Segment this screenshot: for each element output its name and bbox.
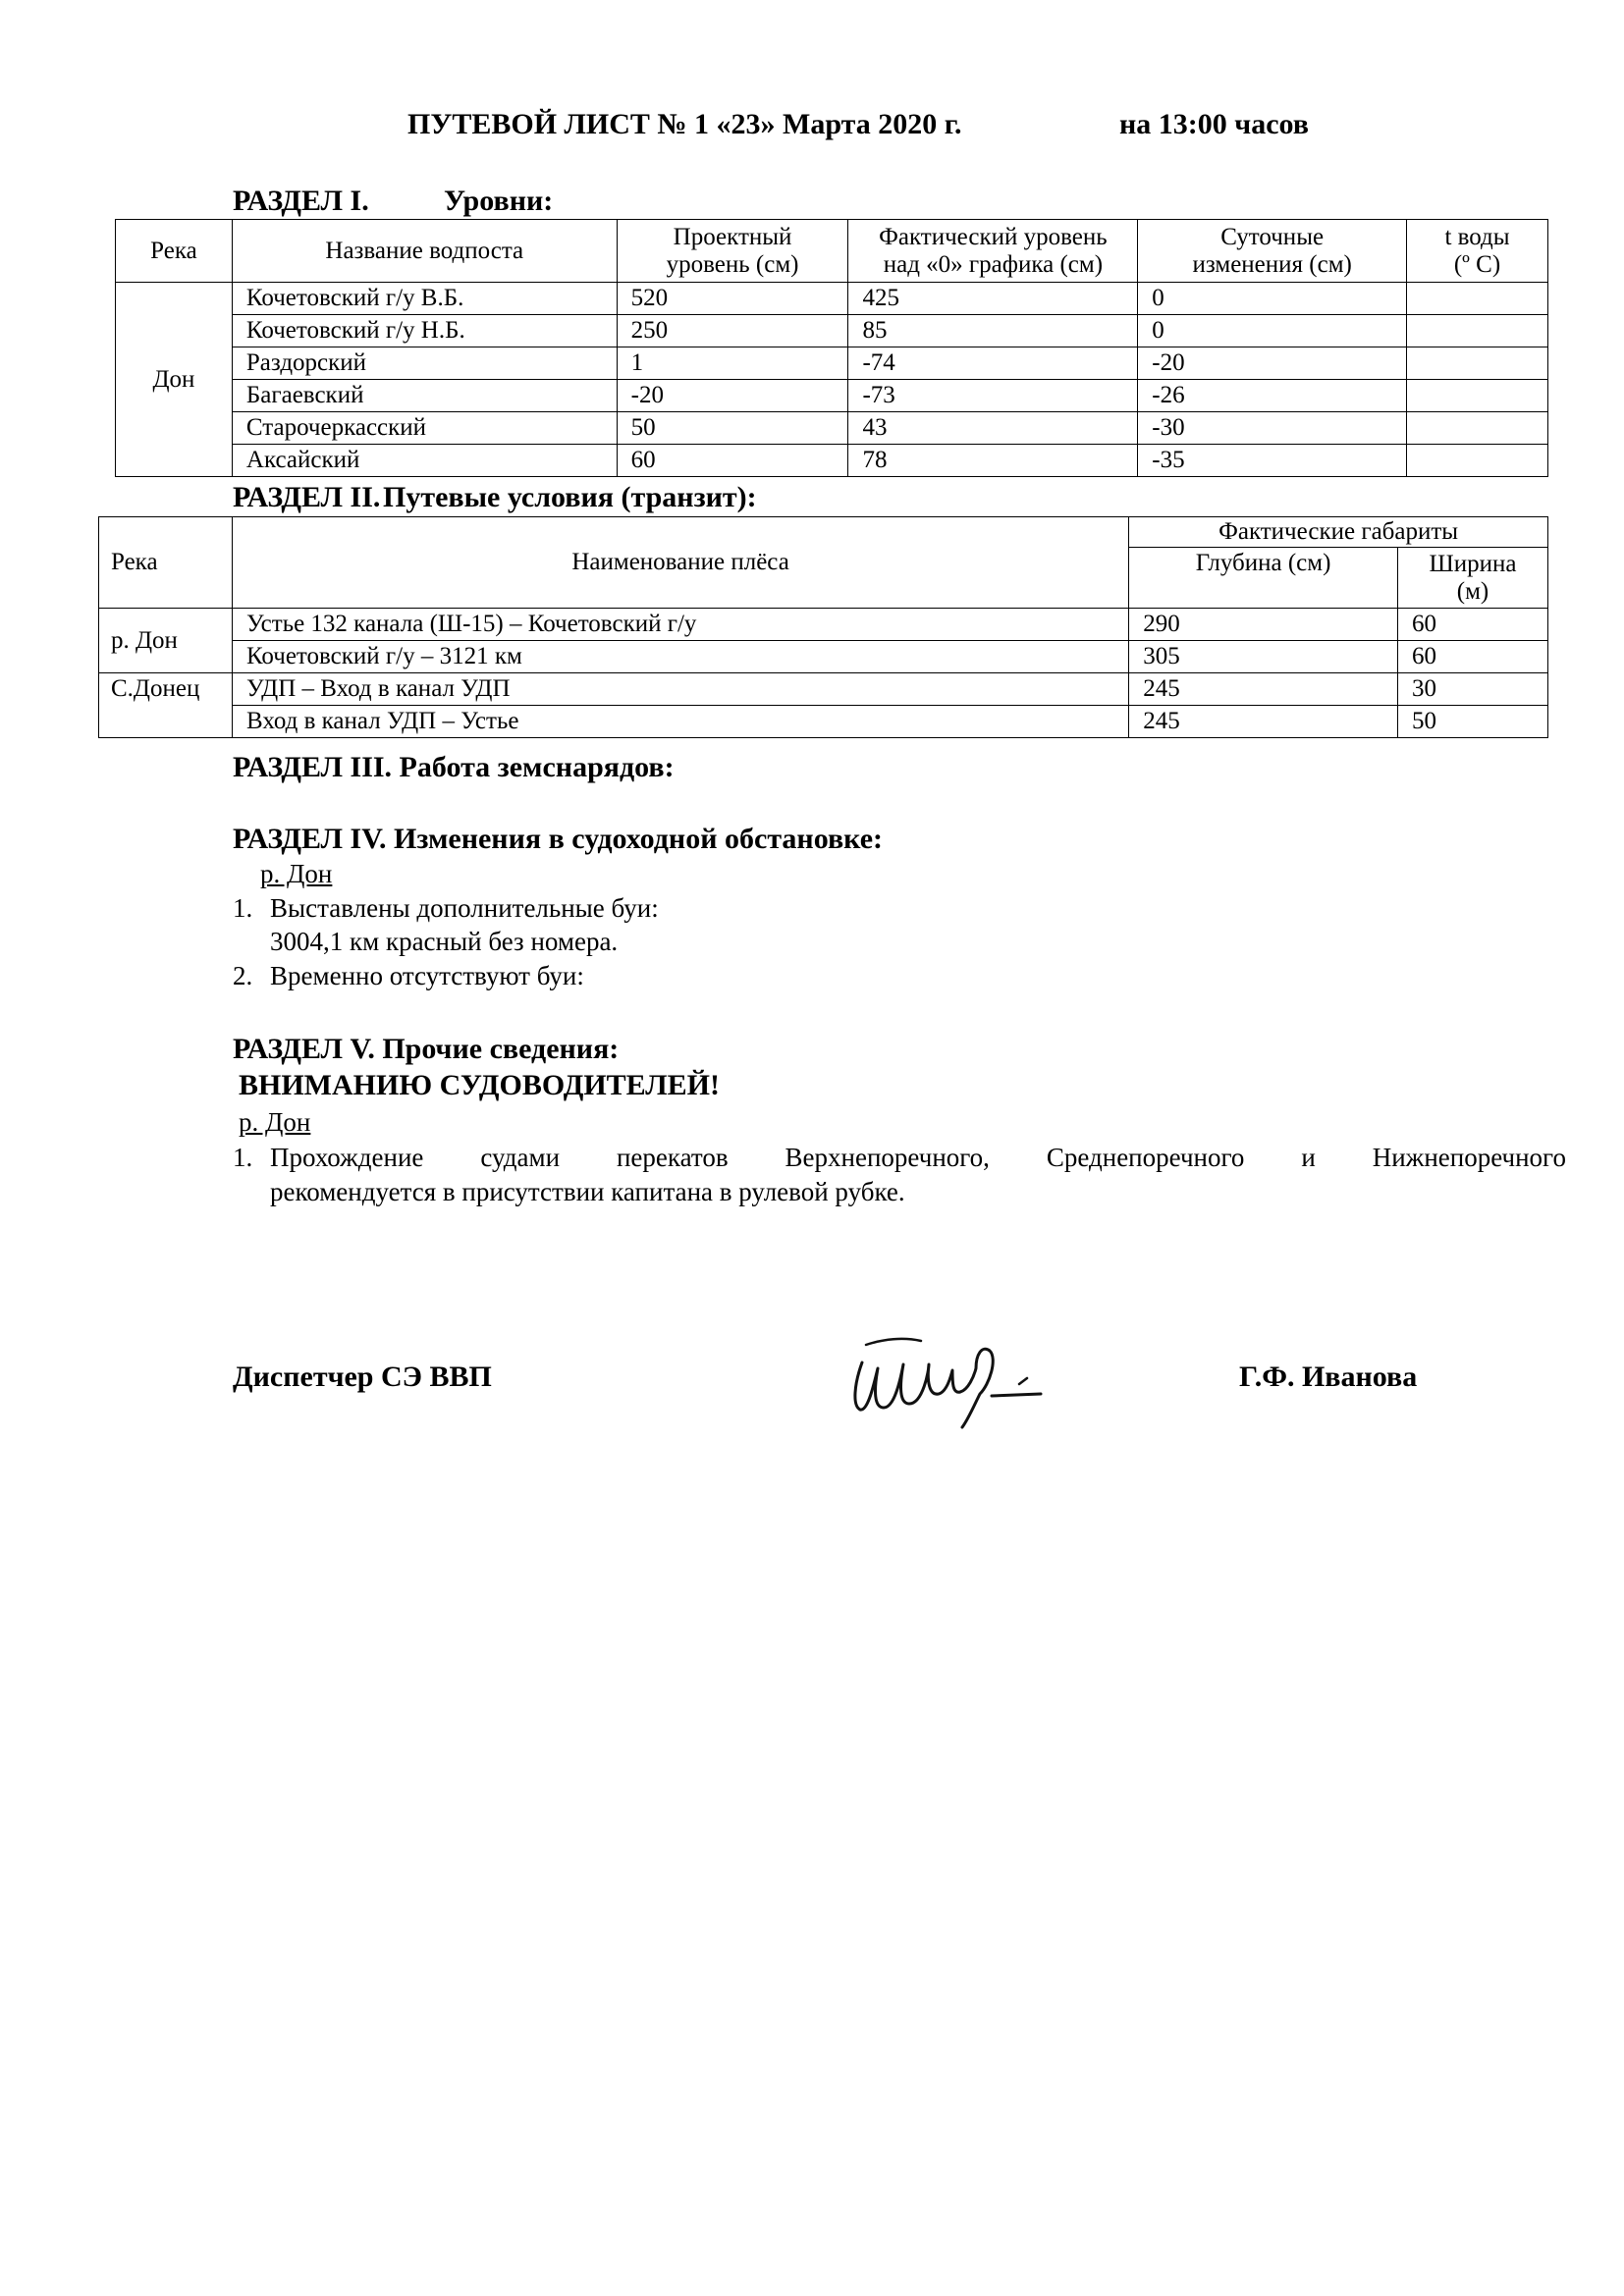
section5-river: р. Дон <box>239 1107 311 1137</box>
reach-cell: Устье 132 канала (Ш-15) – Кочетовский г/у <box>232 609 1128 641</box>
word: Среднепоречного <box>1046 1143 1245 1172</box>
levels-table <box>115 219 1548 477</box>
temp-cell <box>1407 347 1548 380</box>
section3-heading: РАЗДЕЛ III. Работа земснарядов: <box>233 751 675 783</box>
width-cell: 30 <box>1398 673 1548 706</box>
transit-table-header <box>99 517 1548 548</box>
col-actual-level: Фактический уровень над «0» графика (см) <box>848 220 1138 283</box>
section4-river: р. Дон <box>260 859 333 888</box>
section5-item1-number: 1. <box>233 1143 253 1172</box>
signature-image <box>844 1325 1070 1433</box>
section2-heading-name: Путевые условия (транзит): <box>383 481 757 513</box>
table-row <box>116 315 1548 347</box>
dispatcher-name: Г.Ф. Иванова <box>1239 1361 1418 1393</box>
table-row <box>116 412 1548 445</box>
depth-cell: 305 <box>1129 641 1398 673</box>
depth-cell: 245 <box>1129 706 1398 738</box>
section5-item1-line1 <box>270 1143 1566 1173</box>
section5-attention: ВНИМАНИЮ СУДОВОДИТЕЛЕЙ! <box>239 1069 720 1101</box>
design-cell: 60 <box>617 445 848 477</box>
transit-table <box>98 516 1548 738</box>
actual-cell: -73 <box>848 380 1138 412</box>
actual-cell: 78 <box>848 445 1138 477</box>
reach-cell: УДП – Вход в канал УДП <box>232 673 1128 706</box>
design-cell: -20 <box>617 380 848 412</box>
change-cell: -20 <box>1138 347 1407 380</box>
word: Верхнепоречного, <box>785 1143 990 1172</box>
table-row <box>99 641 1548 673</box>
actual-cell: 85 <box>848 315 1138 347</box>
post-cell: Старочеркасский <box>232 412 617 445</box>
document-title: ПУТЕВОЙ ЛИСТ № 1 «23» Марта 2020 г. <box>407 108 962 140</box>
post-cell: Багаевский <box>232 380 617 412</box>
temp-cell <box>1407 412 1548 445</box>
temp-cell <box>1407 315 1548 347</box>
section4-item1-number: 1. <box>233 893 253 923</box>
reach-cell: Вход в канал УДП – Устье <box>232 706 1128 738</box>
col-water-temp: t воды (º С) <box>1407 220 1548 283</box>
temp-cell <box>1407 283 1548 315</box>
section4-item2-number: 2. <box>233 961 253 990</box>
col-river: Река <box>116 220 233 283</box>
document-time: на 13:00 часов <box>1119 108 1309 140</box>
col-river: Река <box>99 517 233 609</box>
table-row <box>116 283 1548 315</box>
section1-heading-number: РАЗДЕЛ I. <box>233 185 369 217</box>
river-cell: Дон <box>116 283 233 477</box>
depth-cell: 245 <box>1129 673 1398 706</box>
word: и <box>1301 1143 1316 1172</box>
col-daily-change: Суточные изменения (см) <box>1138 220 1407 283</box>
table-row <box>99 706 1548 738</box>
table-row <box>116 380 1548 412</box>
design-cell: 50 <box>617 412 848 445</box>
post-cell: Раздорский <box>232 347 617 380</box>
col-depth: Глубина (см) <box>1129 548 1398 609</box>
actual-cell: 43 <box>848 412 1138 445</box>
col-width: Ширина (м) <box>1398 548 1548 609</box>
levels-table-header <box>116 220 1548 283</box>
col-design-level: Проектный уровень (см) <box>617 220 848 283</box>
depth-cell: 290 <box>1129 609 1398 641</box>
table-row <box>116 445 1548 477</box>
col-reach: Наименование плёса <box>232 517 1128 609</box>
actual-cell: 425 <box>848 283 1138 315</box>
section4-heading: РАЗДЕЛ IV. Изменения в судоходной обстановке: <box>233 823 884 855</box>
dispatcher-role: Диспетчер СЭ ВВП <box>233 1361 492 1393</box>
section5-item1-line2: рекомендуется в присутствии капитана в рулевой рубке. <box>270 1177 905 1206</box>
change-cell: -30 <box>1138 412 1407 445</box>
section4-item1-detail: 3004,1 км красный без номера. <box>270 927 619 956</box>
word: Нижнепоречного <box>1372 1143 1566 1172</box>
design-cell: 250 <box>617 315 848 347</box>
table-row <box>116 347 1548 380</box>
section1-heading-name: Уровни: <box>444 185 554 217</box>
change-cell: 0 <box>1138 315 1407 347</box>
post-cell: Аксайский <box>232 445 617 477</box>
change-cell: -26 <box>1138 380 1407 412</box>
actual-cell: -74 <box>848 347 1138 380</box>
section4-item2: Временно отсутствуют буи: <box>270 961 584 990</box>
change-cell: -35 <box>1138 445 1407 477</box>
section2-heading-number: РАЗДЕЛ II. <box>233 481 381 513</box>
design-cell: 1 <box>617 347 848 380</box>
word: перекатов <box>616 1143 729 1172</box>
section4-item1: Выставлены дополнительные буи: <box>270 893 659 923</box>
post-cell: Кочетовский г/у В.Б. <box>232 283 617 315</box>
river-cell: р. Дон <box>99 609 233 673</box>
table-row <box>99 609 1548 641</box>
width-cell: 60 <box>1398 641 1548 673</box>
col-post: Название водпоста <box>232 220 617 283</box>
section5-heading: РАЗДЕЛ V. Прочие сведения: <box>233 1033 620 1065</box>
width-cell: 60 <box>1398 609 1548 641</box>
width-cell: 50 <box>1398 706 1548 738</box>
change-cell: 0 <box>1138 283 1407 315</box>
reach-cell: Кочетовский г/у – 3121 км <box>232 641 1128 673</box>
col-actual-dimensions: Фактические габариты <box>1129 517 1548 548</box>
river-cell: С.Донец <box>99 673 233 738</box>
temp-cell <box>1407 445 1548 477</box>
temp-cell <box>1407 380 1548 412</box>
word: судами <box>480 1143 561 1172</box>
word: Прохождение <box>270 1143 424 1172</box>
post-cell: Кочетовский г/у Н.Б. <box>232 315 617 347</box>
design-cell: 520 <box>617 283 848 315</box>
table-row <box>99 673 1548 706</box>
